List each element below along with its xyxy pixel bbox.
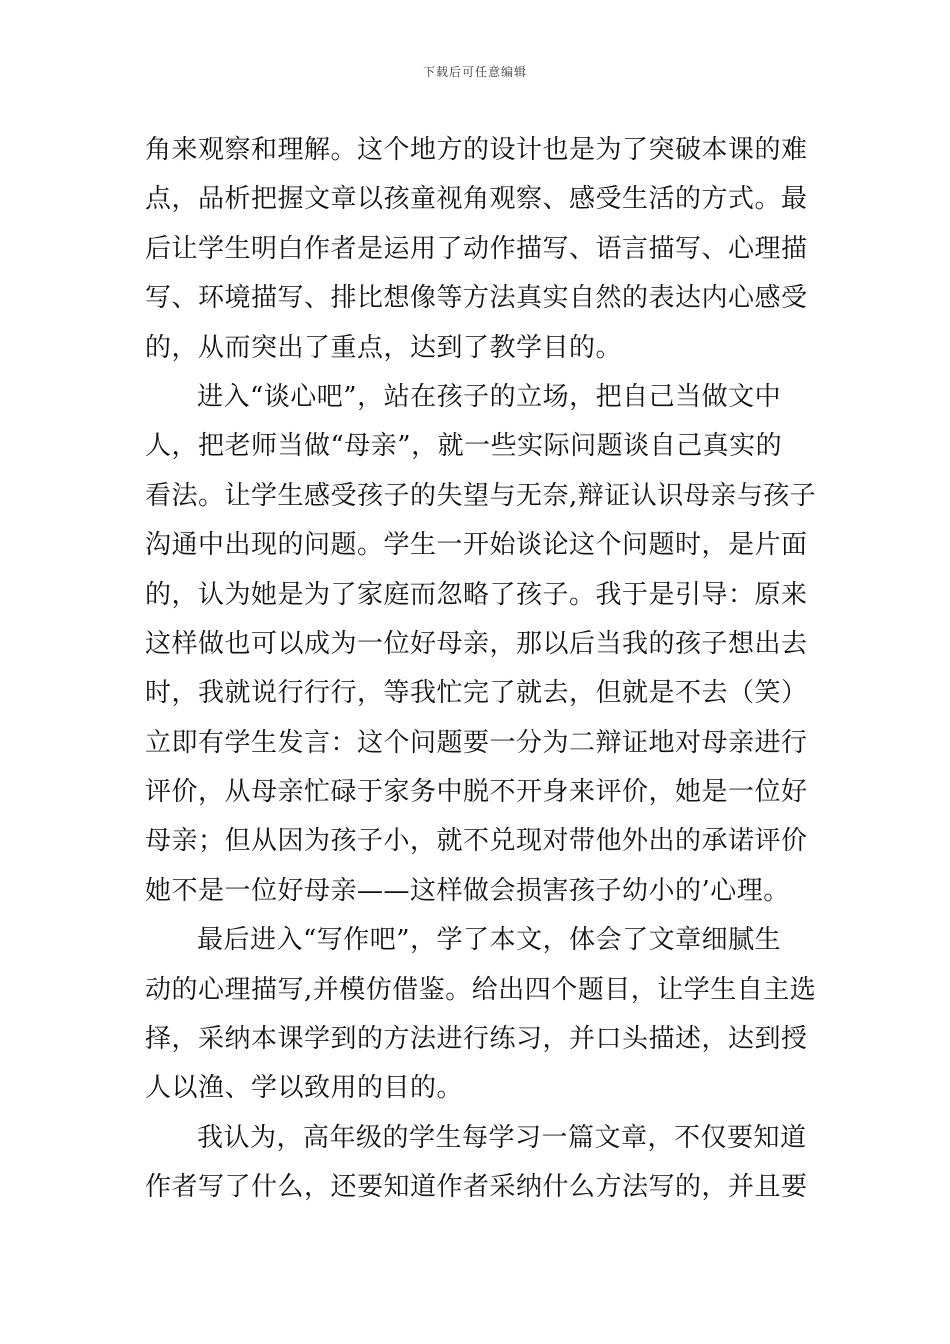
text-line: 作者写了什么，还要知道作者采纳什么方法写的，并且要 xyxy=(145,1172,808,1203)
text-line: 这样做也可以成为一位好母亲，那以后当我的孩子想出去 xyxy=(145,628,808,659)
text-line: 评价，从母亲忙碌于家务中脱不开身来评价，她是一位好 xyxy=(145,777,808,808)
text-line: 的，认为她是为了家庭而忽略了孩子。我于是引导：原来 xyxy=(145,579,808,610)
text-line: 的，从而突出了重点，达到了教学目的。 xyxy=(145,332,623,363)
paragraph-start-line: 最后进入“写作吧”，学了本文，体会了文章细腻生 xyxy=(197,925,782,956)
text-line: 动的心理描写,并模仿借鉴。给出四个题目，让学生自主选 xyxy=(145,974,817,1005)
text-line: 沟通中出现的问题。学生一开始谈论这个问题时，是片面 xyxy=(145,530,808,561)
text-line: 她不是一位好母亲——这样做会损害孩子幼小的’心理。 xyxy=(145,875,790,906)
text-line: 点，品析把握文章以孩童视角观察、感受生活的方式。最 xyxy=(145,184,808,215)
paragraph-start-line: 我认为，高年级的学生每学习一篇文章，不仅要知道 xyxy=(197,1122,807,1153)
text-line: 时，我就说行行行，等我忙完了就去，但就是不去（笑） xyxy=(145,678,808,709)
page-header: 下载后可任意编辑 xyxy=(422,65,527,79)
paragraph-start-line: 进入“谈心吧”，站在孩子的立场，把自己当做文中 xyxy=(197,381,782,412)
text-line: 人以渔、学以致用的目的。 xyxy=(145,1073,464,1104)
text-line: 择，采纳本课学到的方法进行练习，并口头描述，达到授 xyxy=(145,1024,808,1055)
text-line: 写、环境描写、排比想像等方法真实自然的表达内心感受 xyxy=(145,283,808,314)
text-line: 人，把老师当做“母亲”，就一些实际问题谈自己真实的 xyxy=(145,431,783,462)
text-line: 看法。让学生感受孩子的失望与无奈,辩证认识母亲与孩子 xyxy=(145,480,817,511)
text-line: 立即有学生发言：这个问题要一分为二辩证地对母亲进行 xyxy=(145,727,808,758)
text-line: 角来观察和理解。这个地方的设计也是为了突破本课的难 xyxy=(145,135,808,165)
text-line: 母亲；但从因为孩子小，就不兑现对带他外出的承诺评价 xyxy=(145,826,808,857)
document-body xyxy=(145,126,817,1213)
text-line: 后让学生明白作者是运用了动作描写、语言描写、心理描 xyxy=(145,233,808,264)
